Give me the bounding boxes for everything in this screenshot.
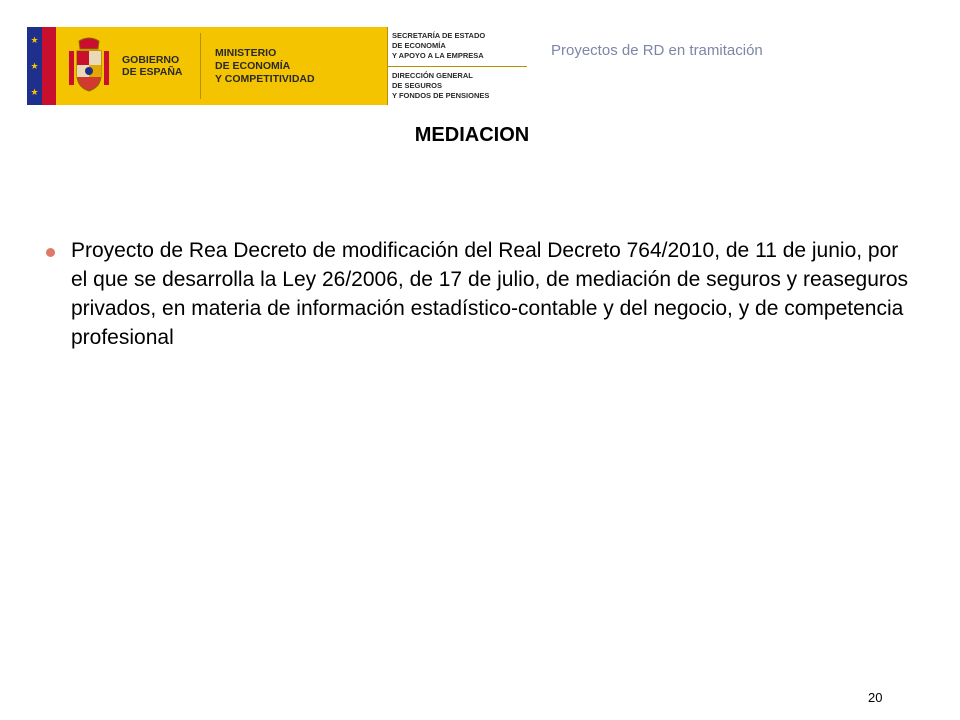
directorate-line: DIRECCIÓN GENERAL	[392, 70, 473, 80]
secretariat-line: DE ECONOMÍA	[392, 41, 446, 51]
directorate-line: DE SEGUROS	[392, 80, 443, 90]
star-icon: ★	[30, 86, 39, 97]
secretariat-label	[388, 27, 527, 66]
secretariat-line: SECRETARÍA DE ESTADO	[392, 31, 486, 41]
spain-flag-strip	[42, 27, 56, 105]
government-line: GOBIERNO	[122, 54, 180, 66]
section-tag: Proyectos de RD en tramitación	[551, 42, 763, 59]
directorate-line: Y FONDOS DE PENSIONES	[392, 90, 490, 100]
secretariat-line: Y APOYO A LA EMPRESA	[392, 51, 484, 61]
government-line: DE ESPAÑA	[122, 66, 183, 78]
bullet-icon	[46, 248, 55, 257]
government-label	[122, 27, 200, 105]
star-icon: ★	[30, 34, 39, 45]
coat-of-arms-icon	[56, 27, 122, 105]
government-logo-banner	[27, 27, 527, 105]
ministry-block	[56, 27, 527, 105]
list-item	[42, 236, 912, 352]
ministry-line: Y COMPETITIVIDAD	[215, 72, 315, 85]
ministry-label	[201, 27, 387, 105]
ministry-line: MINISTERIO	[215, 46, 277, 59]
bullet-list	[42, 236, 912, 352]
star-icon: ★	[30, 60, 39, 71]
department-labels	[387, 27, 527, 105]
ministry-line: DE ECONOMÍA	[215, 59, 291, 72]
directorate-label	[388, 67, 527, 106]
eu-flag-strip	[27, 27, 42, 105]
bullet-text: Proyecto de Rea Decreto de modificación del Real Decreto 764/2010, de 11 de junio, por el que se desarrolla la Ley 26/2006, de 17 de julio, de mediación de seguros y reaseguros privados, en materia de información estadístico-contable y del negocio, y de competencia profesional	[71, 239, 909, 349]
page-number: 20	[868, 690, 883, 705]
slide-title: MEDIACION	[414, 124, 530, 146]
